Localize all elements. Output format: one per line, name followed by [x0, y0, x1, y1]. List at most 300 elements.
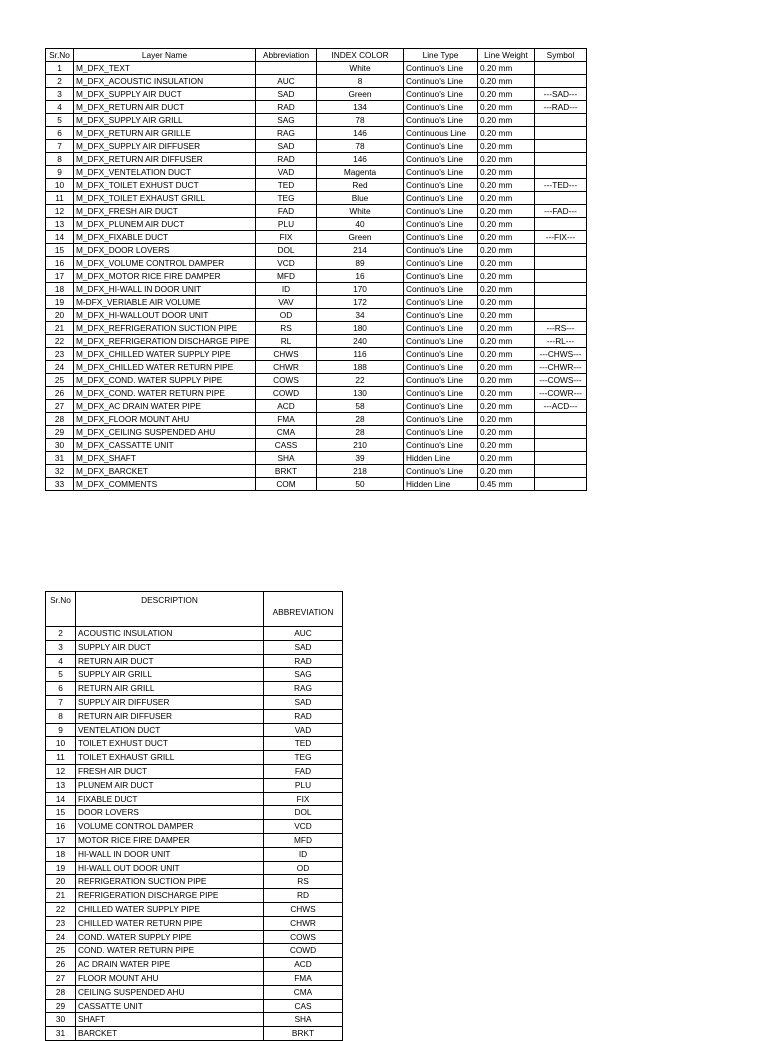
cell-line-type: Continuo's Line: [404, 387, 478, 400]
cell-line-type: Continuo's Line: [404, 192, 478, 205]
cell-line-type: Continuo's Line: [404, 88, 478, 101]
cell-symbol: [535, 153, 587, 166]
table-row: [46, 847, 343, 861]
cell-sr-no: 25: [46, 374, 74, 387]
table-row: [46, 114, 587, 127]
cell-index-color: 134: [317, 101, 404, 114]
cell-abbreviation: TEG: [264, 751, 343, 765]
table-row: [46, 930, 343, 944]
table-row: [46, 192, 587, 205]
cell-symbol: [535, 413, 587, 426]
cell-symbol: [535, 296, 587, 309]
cell-layer-name: M_DFX_TOILET EXHUST DUCT: [74, 179, 256, 192]
cell-layer-name: M_DFX_PLUNEM AIR DUCT: [74, 218, 256, 231]
cell-abbreviation: TED: [256, 179, 317, 192]
cell-abbreviation: PLU: [256, 218, 317, 231]
cell-line-weight: 0.20 mm: [478, 309, 535, 322]
cell-line-type: Continuo's Line: [404, 296, 478, 309]
cell-index-color: White: [317, 62, 404, 75]
cell-symbol: ---FAD---: [535, 205, 587, 218]
table-row: [46, 861, 343, 875]
table-row: [46, 166, 587, 179]
cell-layer-name: M_DFX_HI-WALL IN DOOR UNIT: [74, 283, 256, 296]
table-row: [46, 695, 343, 709]
cell-symbol: [535, 114, 587, 127]
cell-sr-no: 14: [46, 792, 76, 806]
cell-sr-no: 25: [46, 944, 76, 958]
cell-abbreviation: ACD: [256, 400, 317, 413]
cell-line-weight: 0.20 mm: [478, 361, 535, 374]
cell-description: DOOR LOVERS: [76, 806, 264, 820]
cell-sr-no: 24: [46, 361, 74, 374]
cell-sr-no: 23: [46, 916, 76, 930]
table-row: [46, 916, 343, 930]
cell-layer-name: M_DFX_FRESH AIR DUCT: [74, 205, 256, 218]
cell-line-type: Hidden Line: [404, 452, 478, 465]
cell-symbol: [535, 309, 587, 322]
cell-sr-no: 11: [46, 751, 76, 765]
cell-sr-no: 24: [46, 930, 76, 944]
cell-abbreviation: VAD: [264, 723, 343, 737]
header-symbol: Symbol: [535, 49, 587, 62]
cell-layer-name: M_DFX_HI-WALLOUT DOOR UNIT: [74, 309, 256, 322]
cell-line-type: Continuo's Line: [404, 179, 478, 192]
cell-abbreviation: TED: [264, 737, 343, 751]
table-row: [46, 971, 343, 985]
cell-index-color: Blue: [317, 192, 404, 205]
cell-sr-no: 15: [46, 806, 76, 820]
cell-sr-no: 27: [46, 400, 74, 413]
cell-sr-no: 31: [46, 452, 74, 465]
cell-abbreviation: MFD: [264, 833, 343, 847]
cell-line-weight: 0.20 mm: [478, 179, 535, 192]
cell-line-weight: 0.20 mm: [478, 153, 535, 166]
cell-description: CEILING SUSPENDED AHU: [76, 985, 264, 999]
cell-line-weight: 0.20 mm: [478, 374, 535, 387]
cell-abbreviation: VCD: [264, 820, 343, 834]
cell-abbreviation: COM: [256, 478, 317, 491]
cell-line-type: Continuo's Line: [404, 439, 478, 452]
table-row: [46, 361, 587, 374]
cell-symbol: [535, 166, 587, 179]
cell-abbreviation: AUC: [264, 627, 343, 641]
cell-description: SUPPLY AIR GRILL: [76, 668, 264, 682]
table-row: [46, 820, 343, 834]
cell-abbreviation: AUC: [256, 75, 317, 88]
cell-abbreviation: FMA: [264, 971, 343, 985]
cell-line-weight: 0.20 mm: [478, 166, 535, 179]
cell-sr-no: 7: [46, 695, 76, 709]
cell-symbol: [535, 270, 587, 283]
cell-line-weight: 0.20 mm: [478, 244, 535, 257]
cell-line-type: Continuo's Line: [404, 218, 478, 231]
cell-layer-name: M_DFX_REFRIGERATION SUCTION PIPE: [74, 322, 256, 335]
table-row: [46, 778, 343, 792]
cell-abbreviation: PLU: [264, 778, 343, 792]
table-row: [46, 627, 343, 641]
cell-index-color: 39: [317, 452, 404, 465]
cell-sr-no: 32: [46, 465, 74, 478]
cell-layer-name: M_DFX_CEILING SUSPENDED AHU: [74, 426, 256, 439]
cell-sr-no: 2: [46, 627, 76, 641]
cell-sr-no: 13: [46, 778, 76, 792]
cell-description: REFRIGERATION DISCHARGE PIPE: [76, 889, 264, 903]
cell-line-type: Continuo's Line: [404, 114, 478, 127]
cell-abbreviation: BRKT: [264, 1027, 343, 1041]
cell-layer-name: M_DFX_CHILLED WATER SUPPLY PIPE: [74, 348, 256, 361]
cell-line-type: Continuous Line: [404, 127, 478, 140]
cell-sr-no: 22: [46, 335, 74, 348]
table-row: [46, 478, 587, 491]
table-row: [46, 140, 587, 153]
cell-line-type: Continuo's Line: [404, 140, 478, 153]
cell-abbreviation: ID: [264, 847, 343, 861]
table-row: [46, 387, 587, 400]
table-row: [46, 792, 343, 806]
cell-sr-no: 29: [46, 999, 76, 1013]
cell-sr-no: 3: [46, 640, 76, 654]
cell-line-weight: 0.20 mm: [478, 400, 535, 413]
table-row: [46, 439, 587, 452]
header-line-weight: Line Weight: [478, 49, 535, 62]
cell-description: SHAFT: [76, 1013, 264, 1027]
cell-line-weight: 0.20 mm: [478, 387, 535, 400]
cell-abbreviation: VCD: [256, 257, 317, 270]
table-row: [46, 902, 343, 916]
cell-description: REFRIGERATION SUCTION PIPE: [76, 875, 264, 889]
cell-abbreviation: COWS: [264, 930, 343, 944]
cell-abbreviation: BRKT: [256, 465, 317, 478]
cell-description: AC DRAIN WATER PIPE: [76, 958, 264, 972]
cell-symbol: [535, 192, 587, 205]
table-row: [46, 1013, 343, 1027]
cell-line-type: Continuo's Line: [404, 426, 478, 439]
cell-symbol: ---CHWS---: [535, 348, 587, 361]
cell-abbreviation: RL: [256, 335, 317, 348]
table-row: [46, 257, 587, 270]
cell-sr-no: 5: [46, 114, 74, 127]
cell-index-color: 22: [317, 374, 404, 387]
cell-description: PLUNEM AIR DUCT: [76, 778, 264, 792]
cell-sr-no: 23: [46, 348, 74, 361]
table-row: [46, 806, 343, 820]
cell-line-weight: 0.20 mm: [478, 140, 535, 153]
cell-description: FLOOR MOUNT AHU: [76, 971, 264, 985]
cell-index-color: 188: [317, 361, 404, 374]
cell-symbol: [535, 244, 587, 257]
cell-layer-name: M_DFX_FLOOR MOUNT AHU: [74, 413, 256, 426]
cell-sr-no: 10: [46, 179, 74, 192]
header-abbreviation: Abbreviation: [256, 49, 317, 62]
cell-line-weight: 0.20 mm: [478, 62, 535, 75]
cell-sr-no: 9: [46, 723, 76, 737]
table-row: [46, 75, 587, 88]
cell-sr-no: 26: [46, 387, 74, 400]
cell-line-weight: 0.20 mm: [478, 348, 535, 361]
table-row: [46, 640, 343, 654]
table-row: [46, 413, 587, 426]
cell-abbreviation: SAD: [264, 695, 343, 709]
cell-sr-no: 4: [46, 101, 74, 114]
cell-sr-no: 17: [46, 270, 74, 283]
table-row: [46, 682, 343, 696]
cell-sr-no: 30: [46, 1013, 76, 1027]
cell-layer-name: M-DFX_VERIABLE AIR VOLUME: [74, 296, 256, 309]
cell-symbol: ---TED---: [535, 179, 587, 192]
cell-symbol: ---ACD---: [535, 400, 587, 413]
cell-sr-no: 13: [46, 218, 74, 231]
cell-abbreviation: RS: [264, 875, 343, 889]
table-row: [46, 374, 587, 387]
cell-sr-no: 33: [46, 478, 74, 491]
cell-sr-no: 17: [46, 833, 76, 847]
cell-sr-no: 6: [46, 682, 76, 696]
cell-abbreviation: [256, 62, 317, 75]
cell-abbreviation: RAD: [256, 101, 317, 114]
cell-index-color: 40: [317, 218, 404, 231]
table-row: [46, 709, 343, 723]
table-row: [46, 654, 343, 668]
cell-sr-no: 22: [46, 902, 76, 916]
cell-index-color: 58: [317, 400, 404, 413]
cell-line-type: Continuo's Line: [404, 400, 478, 413]
cell-layer-name: M_DFX_RETURN AIR DUCT: [74, 101, 256, 114]
cell-description: MOTOR RICE FIRE DAMPER: [76, 833, 264, 847]
cell-symbol: ---COWS---: [535, 374, 587, 387]
cell-layer-name: M_DFX_COND. WATER RETURN PIPE: [74, 387, 256, 400]
header-sr-no: Sr.No: [46, 592, 76, 627]
cell-line-type: Continuo's Line: [404, 374, 478, 387]
cell-sr-no: 2: [46, 75, 74, 88]
cell-description: FRESH AIR DUCT: [76, 764, 264, 778]
cell-abbreviation: SHA: [264, 1013, 343, 1027]
cell-abbreviation: CHWR: [264, 916, 343, 930]
cell-line-weight: 0.20 mm: [478, 231, 535, 244]
cell-abbreviation: DOL: [256, 244, 317, 257]
header-layer-name: Layer Name: [74, 49, 256, 62]
cell-abbreviation: RAG: [256, 127, 317, 140]
cell-sr-no: 12: [46, 205, 74, 218]
cell-line-type: Continuo's Line: [404, 205, 478, 218]
cell-index-color: 218: [317, 465, 404, 478]
cell-abbreviation: RAD: [264, 709, 343, 723]
cell-abbreviation: FAD: [256, 205, 317, 218]
cell-symbol: ---CHWR---: [535, 361, 587, 374]
cell-index-color: 89: [317, 257, 404, 270]
cell-sr-no: 20: [46, 309, 74, 322]
cell-index-color: 180: [317, 322, 404, 335]
cell-line-weight: 0.20 mm: [478, 413, 535, 426]
table-row: [46, 833, 343, 847]
table-row: [46, 465, 587, 478]
cell-index-color: 116: [317, 348, 404, 361]
cell-abbreviation: RAG: [264, 682, 343, 696]
cell-layer-name: M_DFX_AC DRAIN WATER PIPE: [74, 400, 256, 413]
cell-abbreviation: SAG: [256, 114, 317, 127]
cell-layer-name: M_DFX_COND. WATER SUPPLY PIPE: [74, 374, 256, 387]
cell-line-weight: 0.20 mm: [478, 296, 535, 309]
cell-abbreviation: RD: [264, 889, 343, 903]
cell-symbol: ---FIX---: [535, 231, 587, 244]
cell-sr-no: 26: [46, 958, 76, 972]
cell-line-weight: 0.20 mm: [478, 270, 535, 283]
cell-layer-name: M_DFX_FIXABLE DUCT: [74, 231, 256, 244]
cell-layer-name: M_DFX_DOOR LOVERS: [74, 244, 256, 257]
table-row: [46, 309, 587, 322]
table-row: [46, 985, 343, 999]
cell-index-color: 78: [317, 114, 404, 127]
cell-line-type: Continuo's Line: [404, 62, 478, 75]
cell-sr-no: 28: [46, 985, 76, 999]
cell-abbreviation: DOL: [264, 806, 343, 820]
table-row: [46, 283, 587, 296]
cell-abbreviation: SAD: [264, 640, 343, 654]
cell-description: RETURN AIR DIFFUSER: [76, 709, 264, 723]
cell-sr-no: 14: [46, 231, 74, 244]
table-row: [46, 127, 587, 140]
table-row: [46, 958, 343, 972]
cell-description: VOLUME CONTROL DAMPER: [76, 820, 264, 834]
cell-layer-name: M_DFX_COMMENTS: [74, 478, 256, 491]
table-row: [46, 62, 587, 75]
table-row: [46, 348, 587, 361]
cell-line-type: Continuo's Line: [404, 101, 478, 114]
cell-line-weight: 0.20 mm: [478, 127, 535, 140]
cell-index-color: 34: [317, 309, 404, 322]
cell-line-type: Continuo's Line: [404, 244, 478, 257]
cell-symbol: ---RAD---: [535, 101, 587, 114]
cell-line-weight: 0.20 mm: [478, 75, 535, 88]
cell-line-weight: 0.20 mm: [478, 465, 535, 478]
cell-layer-name: M_DFX_RETURN AIR GRILLE: [74, 127, 256, 140]
cell-layer-name: M_DFX_SUPPLY AIR GRILL: [74, 114, 256, 127]
cell-sr-no: 16: [46, 257, 74, 270]
cell-layer-name: M_DFX_VOLUME CONTROL DAMPER: [74, 257, 256, 270]
cell-symbol: ---RL---: [535, 335, 587, 348]
cell-symbol: ---RS---: [535, 322, 587, 335]
cell-line-type: Continuo's Line: [404, 413, 478, 426]
cell-sr-no: 8: [46, 153, 74, 166]
table-row: [46, 999, 343, 1013]
table-row: [46, 88, 587, 101]
cell-sr-no: 5: [46, 668, 76, 682]
cell-line-weight: 0.20 mm: [478, 88, 535, 101]
cell-index-color: 28: [317, 426, 404, 439]
cell-index-color: Green: [317, 88, 404, 101]
cell-line-weight: 0.20 mm: [478, 426, 535, 439]
cell-line-weight: 0.20 mm: [478, 114, 535, 127]
cell-sr-no: 18: [46, 847, 76, 861]
cell-description: SUPPLY AIR DUCT: [76, 640, 264, 654]
cell-index-color: 146: [317, 153, 404, 166]
cell-index-color: 130: [317, 387, 404, 400]
cell-layer-name: M_DFX_SUPPLY AIR DUCT: [74, 88, 256, 101]
cell-abbreviation: SAD: [256, 140, 317, 153]
table-row: [46, 668, 343, 682]
cell-line-weight: 0.20 mm: [478, 283, 535, 296]
cell-layer-name: M_DFX_MOTOR RICE FIRE DAMPER: [74, 270, 256, 283]
cell-line-weight: 0.20 mm: [478, 322, 535, 335]
cell-line-type: Continuo's Line: [404, 270, 478, 283]
table-row: [46, 751, 343, 765]
cell-sr-no: 12: [46, 764, 76, 778]
cell-description: VENTELATION DUCT: [76, 723, 264, 737]
cell-description: CASSATTE UNIT: [76, 999, 264, 1013]
cell-sr-no: 19: [46, 296, 74, 309]
description-abbreviation-table: [45, 591, 343, 1041]
cell-index-color: 214: [317, 244, 404, 257]
cell-abbreviation: OD: [256, 309, 317, 322]
cell-abbreviation: MFD: [256, 270, 317, 283]
table-row: [46, 426, 587, 439]
cell-sr-no: 8: [46, 709, 76, 723]
cell-description: BARCKET: [76, 1027, 264, 1041]
layer-standards-table: [45, 48, 587, 491]
cell-line-type: Continuo's Line: [404, 153, 478, 166]
cell-abbreviation: ID: [256, 283, 317, 296]
cell-layer-name: M_DFX_VENTELATION DUCT: [74, 166, 256, 179]
cell-sr-no: 3: [46, 88, 74, 101]
cell-layer-name: M_DFX_RETURN AIR DIFFUSER: [74, 153, 256, 166]
cell-line-type: Continuo's Line: [404, 465, 478, 478]
cell-sr-no: 15: [46, 244, 74, 257]
layer-table-header-row: [46, 49, 587, 62]
table-row: [46, 400, 587, 413]
cell-sr-no: 21: [46, 322, 74, 335]
table-row: [46, 179, 587, 192]
cell-symbol: [535, 283, 587, 296]
table-row: [46, 889, 343, 903]
cell-index-color: White: [317, 205, 404, 218]
cell-symbol: [535, 257, 587, 270]
cell-line-type: Continuo's Line: [404, 231, 478, 244]
cell-abbreviation: CHWS: [264, 902, 343, 916]
cell-layer-name: M_DFX_ACOUSTIC INSULATION: [74, 75, 256, 88]
cell-abbreviation: COWS: [256, 374, 317, 387]
cell-sr-no: 9: [46, 166, 74, 179]
table-row: [46, 218, 587, 231]
cell-line-weight: 0.20 mm: [478, 335, 535, 348]
table-row: [46, 153, 587, 166]
cell-index-color: 8: [317, 75, 404, 88]
cell-description: FIXABLE DUCT: [76, 792, 264, 806]
cell-abbreviation: COWD: [256, 387, 317, 400]
table-row: [46, 737, 343, 751]
cell-line-type: Hidden Line: [404, 478, 478, 491]
cell-symbol: ---COWR---: [535, 387, 587, 400]
cell-symbol: [535, 218, 587, 231]
cell-abbreviation: VAD: [256, 166, 317, 179]
cell-description: COND. WATER RETURN PIPE: [76, 944, 264, 958]
table-row: [46, 944, 343, 958]
cell-description: TOILET EXHUST DUCT: [76, 737, 264, 751]
cell-sr-no: 4: [46, 654, 76, 668]
cell-index-color: 78: [317, 140, 404, 153]
cell-abbreviation: SAG: [264, 668, 343, 682]
cell-index-color: 50: [317, 478, 404, 491]
cell-abbreviation: CASS: [256, 439, 317, 452]
cell-index-color: 240: [317, 335, 404, 348]
cell-abbreviation: SAD: [256, 88, 317, 101]
cell-abbreviation: CHWR: [256, 361, 317, 374]
cell-sr-no: 30: [46, 439, 74, 452]
cell-sr-no: 21: [46, 889, 76, 903]
header-index-color: INDEX COLOR: [317, 49, 404, 62]
cell-index-color: Red: [317, 179, 404, 192]
cell-abbreviation: FIX: [256, 231, 317, 244]
cell-layer-name: M_DFX_BARCKET: [74, 465, 256, 478]
table-row: [46, 322, 587, 335]
